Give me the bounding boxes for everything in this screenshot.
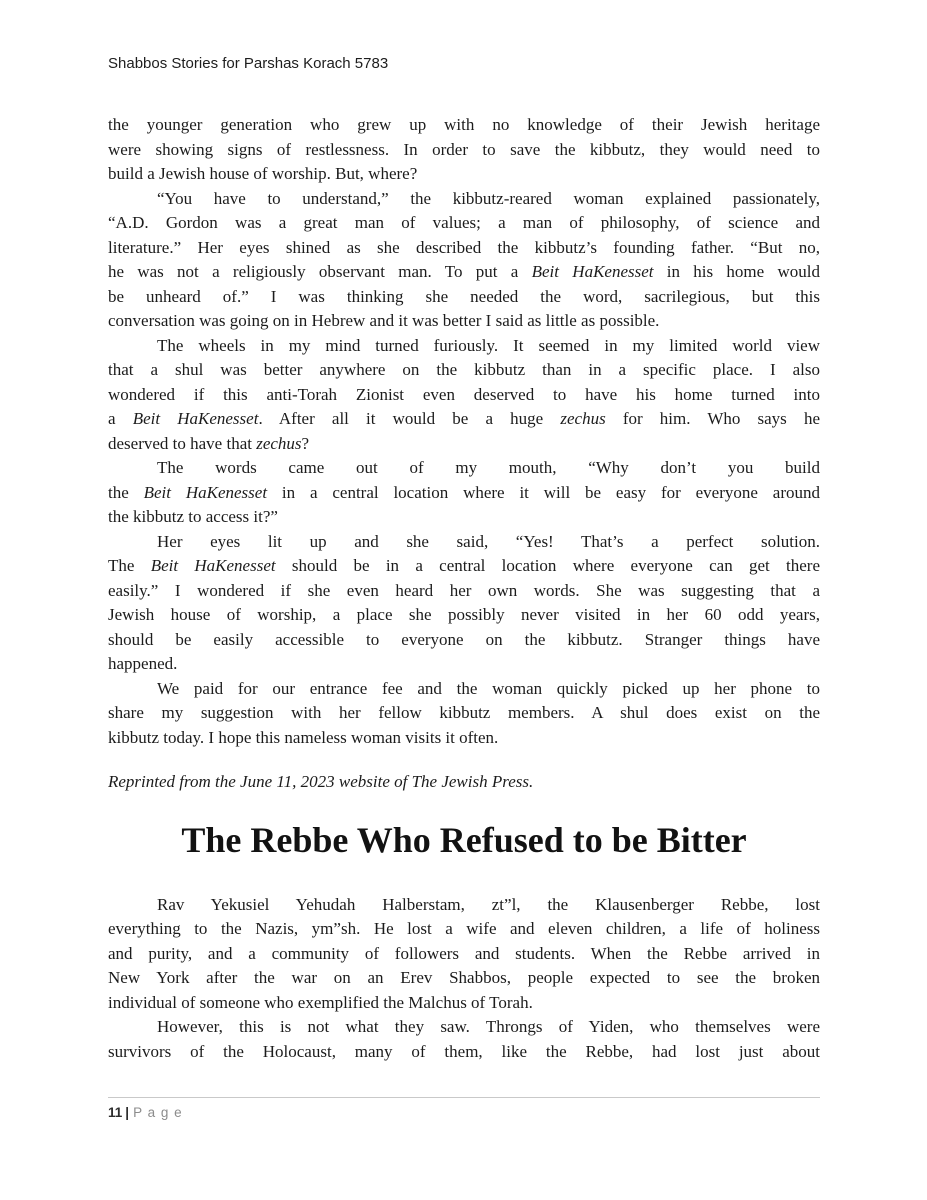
body-text: happened. — [108, 654, 178, 673]
italic-text: Beit HaKenesset — [132, 409, 259, 428]
body-text: However, this is not what they saw. Throngs of Yiden, who themselves were — [157, 1017, 820, 1036]
paragraph — [108, 113, 820, 187]
text-line — [108, 358, 820, 383]
body-text: everything to the Nazis, ym”sh. He lost a wife and eleven children, a life of holiness — [108, 919, 820, 938]
text-line — [108, 530, 820, 555]
paragraph — [108, 677, 820, 751]
body-text: the kibbutz to access it?” — [108, 507, 278, 526]
text-line — [108, 481, 820, 506]
body-text: easily.” I wondered if she even heard her own words. She was suggesting that a — [108, 580, 820, 600]
blank-line — [108, 750, 820, 770]
body-text: that a shul was better anywhere on the kibbutz than in a specific place. I also — [108, 360, 820, 379]
text-line — [108, 554, 820, 579]
body-text: in a central location where it will be easy for everyone around — [267, 482, 820, 502]
text-line — [108, 1015, 820, 1040]
italic-text: Beit HaKenesset — [150, 556, 276, 575]
body-text: Her eyes lit up and she said, “Yes! That’s a perfect solution. — [157, 531, 820, 551]
text-line — [108, 991, 820, 1016]
body-text: conversation was going on in Hebrew and it was better I said as little as possible. — [108, 311, 660, 330]
text-line — [108, 285, 820, 310]
document-body — [108, 113, 820, 1064]
body-text: Jewish house of worship, a place she possibly never visited in her 60 odd years, — [108, 605, 820, 624]
text-line — [108, 652, 820, 677]
reprint-note: Reprinted from the June 11, 2023 website of The Jewish Press. — [108, 772, 534, 791]
text-line — [108, 677, 820, 702]
text-line — [108, 162, 820, 187]
header-title: Shabbos Stories for Parshas Korach 5783 — [108, 55, 389, 72]
italic-text: zechus — [560, 409, 606, 428]
text-line — [108, 726, 820, 751]
text-line — [108, 334, 820, 359]
text-line — [108, 407, 820, 432]
story-paragraphs-kibbutz — [108, 113, 820, 750]
footer-separator: | — [125, 1105, 130, 1120]
text-line — [108, 187, 820, 212]
body-text: share my suggestion with her fellow kibbutz members. A shul does exist on the — [108, 703, 820, 722]
paragraph — [108, 893, 820, 1016]
text-line — [108, 113, 820, 138]
paragraph — [108, 187, 820, 334]
text-line — [108, 893, 820, 918]
body-text: the younger generation who grew up with no knowledge of their Jewish heritage — [108, 115, 820, 134]
text-line — [108, 236, 820, 261]
text-line — [108, 917, 820, 942]
body-text: We paid for our entrance fee and the woman quickly picked up her phone to — [157, 678, 820, 698]
text-line — [108, 942, 820, 967]
body-text: The — [108, 556, 151, 575]
text-line — [108, 432, 820, 457]
body-text: build a Jewish house of worship. But, where? — [108, 164, 418, 183]
body-text: individual of someone who exemplified the Malchus of Torah. — [108, 992, 533, 1012]
body-text: survivors of the Holocaust, many of them, like the Rebbe, had lost just about — [108, 1041, 820, 1061]
body-text: be unheard of.” I was thinking she needed the word, sacrilegious, but this — [108, 286, 820, 306]
body-text: should be in a central location where everyone can get there — [275, 556, 820, 575]
body-text: ? — [301, 433, 310, 453]
text-line — [108, 260, 820, 285]
body-text: should be easily accessible to everyone on the kibbutz. Stranger things have — [108, 629, 820, 649]
body-text: in his home would — [653, 262, 820, 281]
text-line — [108, 701, 820, 726]
text-line — [108, 383, 820, 408]
text-line — [108, 456, 820, 481]
text-line — [108, 966, 820, 991]
body-text: for him. Who says he — [605, 409, 820, 428]
italic-text: Beit HaKenesset — [531, 262, 654, 281]
body-text: the — [108, 482, 144, 502]
text-line — [108, 1040, 820, 1065]
italic-text: Beit HaKenesset — [143, 482, 268, 502]
italic-text: zechus — [256, 433, 302, 453]
body-text: literature.” Her eyes shined as she described the kibbutz’s founding father. “But no, — [108, 237, 820, 257]
body-text: The wheels in my mind turned furiously. It seemed in my limited world view — [157, 335, 820, 355]
text-line — [108, 603, 820, 628]
body-text: . After all it would be a huge — [258, 409, 561, 428]
text-line — [108, 628, 820, 653]
body-text: wondered if this anti-Torah Zionist even deserved to have his home turned into — [108, 384, 820, 404]
footer-text — [108, 1105, 820, 1120]
body-text: The words came out of my mouth, “Why don’t you build — [157, 458, 820, 477]
story-paragraphs-rebbe — [108, 893, 820, 1065]
footer-rule — [108, 1097, 820, 1098]
paragraph — [108, 334, 820, 457]
body-text: “You have to understand,” the kibbutz-reared woman explained passionately, — [157, 188, 820, 208]
paragraph — [108, 1015, 820, 1064]
text-line — [108, 138, 820, 163]
page-label: P a g e — [133, 1105, 183, 1120]
text-line — [108, 211, 820, 236]
body-text: a — [108, 409, 133, 428]
body-text: were showing signs of restlessness. In order to save the kibbutz, they would need to — [108, 139, 820, 159]
body-text: Rav Yekusiel Yehudah Halberstam, zt”l, the Klausenberger Rebbe, lost — [157, 894, 820, 914]
text-line — [108, 309, 820, 334]
body-text: kibbutz today. I hope this nameless woman visits it often. — [108, 727, 499, 747]
document-header — [108, 54, 820, 74]
section-heading: The Rebbe Who Refused to be Bitter — [181, 819, 747, 860]
body-text: New York after the war on an Erev Shabbos, people expected to see the broken — [108, 968, 820, 987]
document-footer — [108, 1097, 820, 1120]
paragraph — [108, 456, 820, 530]
text-line — [108, 505, 820, 530]
body-text: and purity, and a community of followers and students. When the Rebbe arrived in — [108, 943, 820, 963]
body-text: he was not a religiously observant man. To put a — [108, 262, 532, 281]
page-number: 11 — [108, 1105, 123, 1120]
text-line — [108, 579, 820, 604]
paragraph — [108, 530, 820, 677]
body-text: deserved to have that — [108, 433, 257, 453]
body-text: “A.D. Gordon was a great man of values; a man of philosophy, of science and — [108, 213, 820, 232]
